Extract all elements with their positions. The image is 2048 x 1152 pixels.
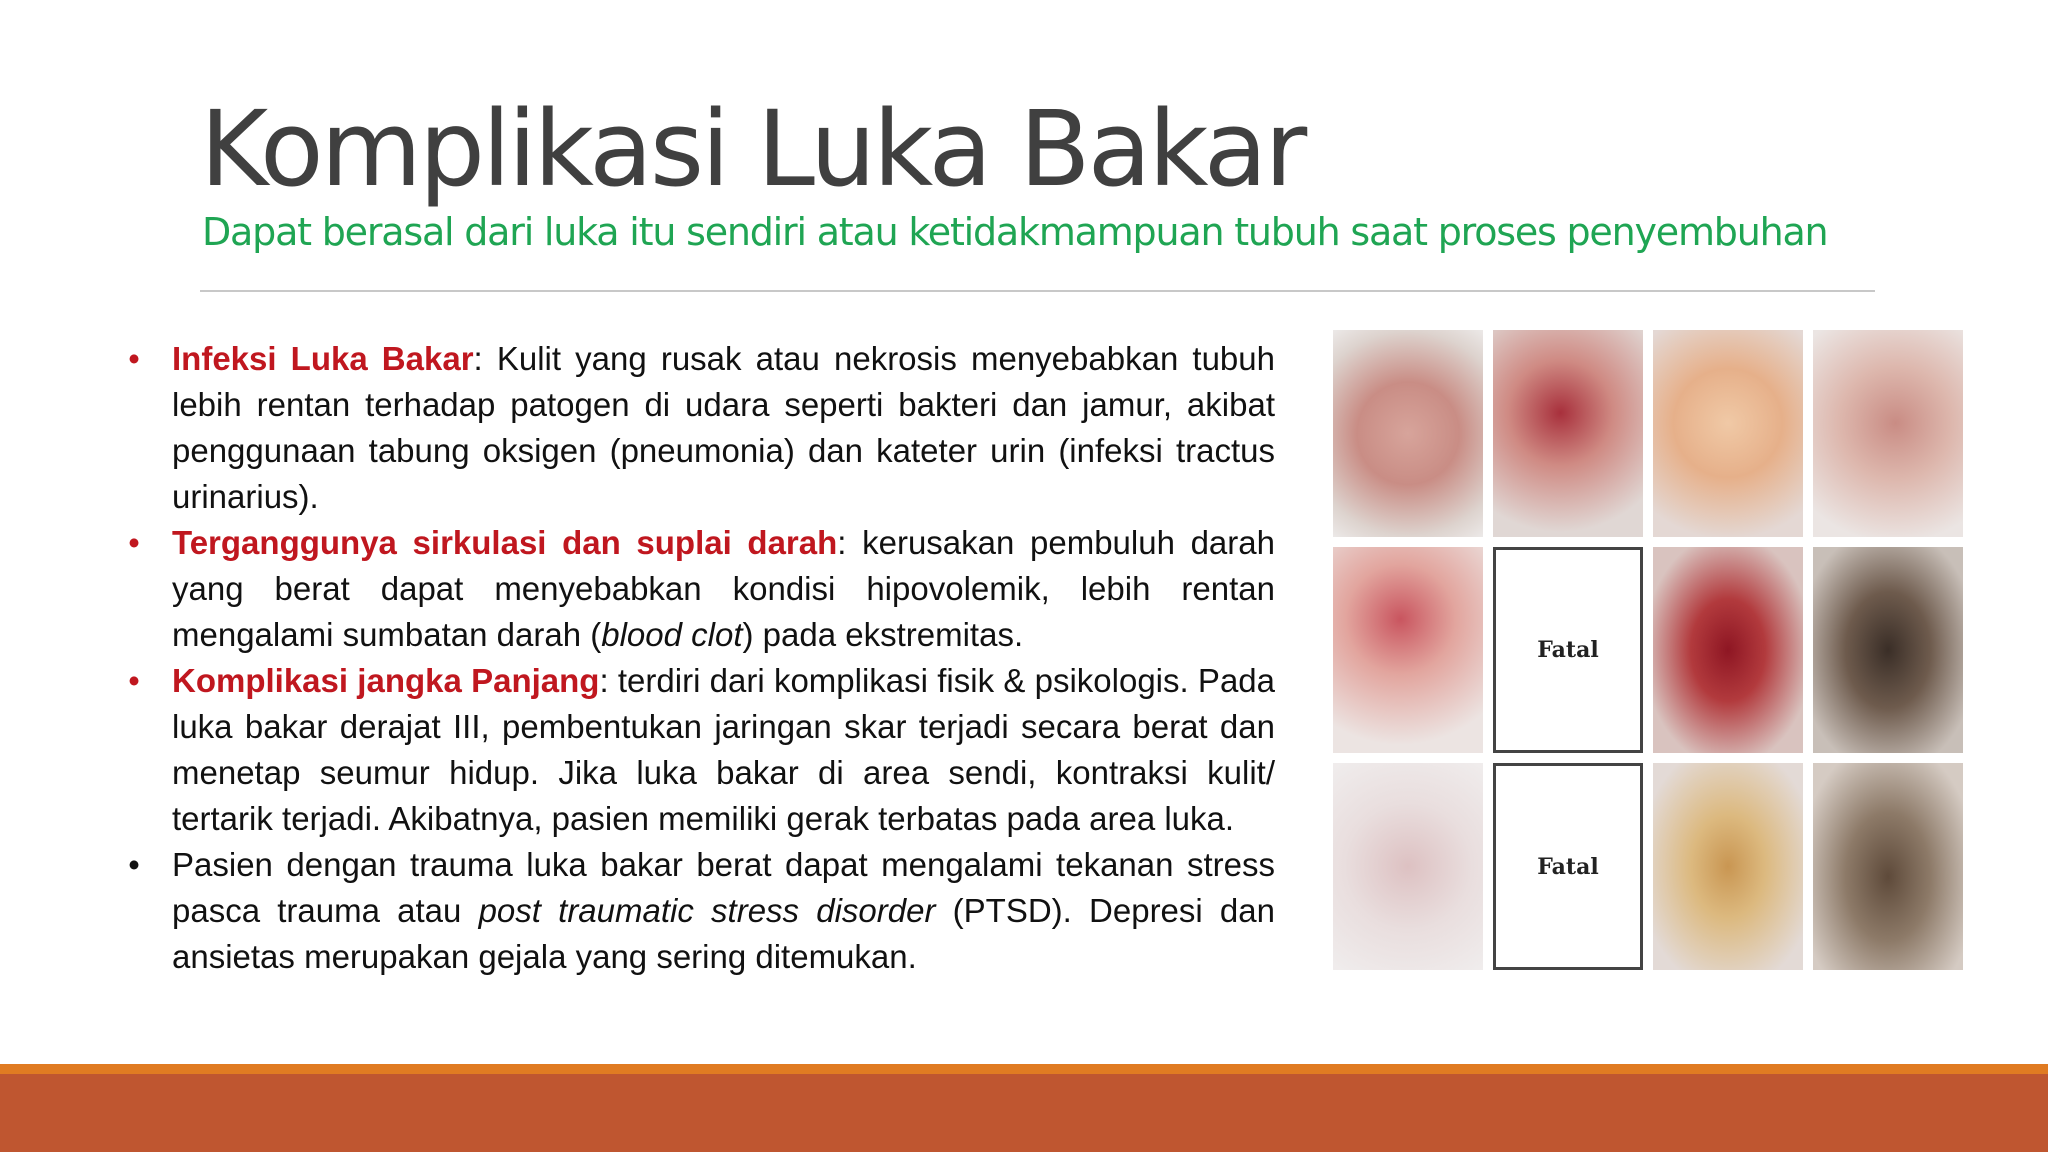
wound-photo <box>1813 330 1963 537</box>
fatal-label: Fatal <box>1537 636 1599 663</box>
title-divider <box>200 290 1875 292</box>
wound-photo <box>1653 763 1803 970</box>
bullet-heading: Terganggunya sirkulasi dan suplai darah <box>172 524 838 561</box>
bullet-text: : terdiri dari komplikasi fisik & psikologis. Pada luka bakar derajat III, pembentukan jaringan skar terjadi secara berat dan menetap seumur hidup. Jika luka bakar di area sendi, kontraksi kulit/ tertarik terjadi. Akibatnya, pasien memiliki gerak terbatas pada area luka. <box>172 662 1275 837</box>
bullet-list <box>120 336 1275 980</box>
bullet-italic: blood clot <box>601 616 743 653</box>
bullet-marker: • <box>128 846 140 883</box>
footer-band <box>0 1074 2048 1152</box>
bullet-text-after: ) pada ekstremitas. <box>742 616 1024 653</box>
bullet-jangka-panjang <box>120 658 1275 842</box>
bullet-marker: • <box>128 662 140 699</box>
wound-photo <box>1333 547 1483 754</box>
fatal-panel <box>1493 547 1643 754</box>
bullet-heading: Infeksi Luka Bakar <box>172 340 474 377</box>
bullet-italic: post traumatic stress disorder <box>478 892 936 929</box>
wound-photo <box>1813 547 1963 754</box>
bullet-ptsd <box>120 842 1275 980</box>
bullet-marker: • <box>128 340 140 377</box>
bullet-text: : kerusakan pembuluh darah yang berat dapat menyebabkan kondisi hipovolemik, lebih rentan mengalami sumbatan darah ( <box>172 524 1275 653</box>
slide-title: Komplikasi Luka Bakar <box>200 88 1305 210</box>
fatal-panel <box>1493 763 1643 970</box>
slide-subtitle: Dapat berasal dari luka itu sendiri atau ketidakmampuan tubuh saat proses penyembuhan <box>202 210 1828 254</box>
wound-photo <box>1333 330 1483 537</box>
wound-photo <box>1653 547 1803 754</box>
bullet-heading: Komplikasi jangka Panjang <box>172 662 600 699</box>
footer-band-accent <box>0 1064 2048 1074</box>
wound-photo <box>1493 330 1643 537</box>
bullet-text: Pasien dengan trauma luka bakar berat dapat mengalami tekanan stress pasca trauma atau <box>172 846 1275 929</box>
bullet-text-after: (PTSD). Depresi dan ansietas merupakan gejala yang sering ditemukan. <box>172 892 1275 975</box>
wound-photo <box>1333 763 1483 970</box>
wound-photo <box>1653 330 1803 537</box>
bullet-text: : Kulit yang rusak atau nekrosis menyebabkan tubuh lebih rentan terhadap patogen di udara seperti bakteri dan jamur, akibat penggunaan tabung oksigen (pneumonia) dan kateter urin (infeksi tractus urinarius). <box>172 340 1275 515</box>
bullet-sirkulasi <box>120 520 1275 658</box>
fatal-label: Fatal <box>1537 853 1599 880</box>
wound-photo <box>1813 763 1963 970</box>
bullet-marker: • <box>128 524 140 561</box>
bullet-infeksi <box>120 336 1275 520</box>
wound-photo-grid <box>1333 330 1963 970</box>
